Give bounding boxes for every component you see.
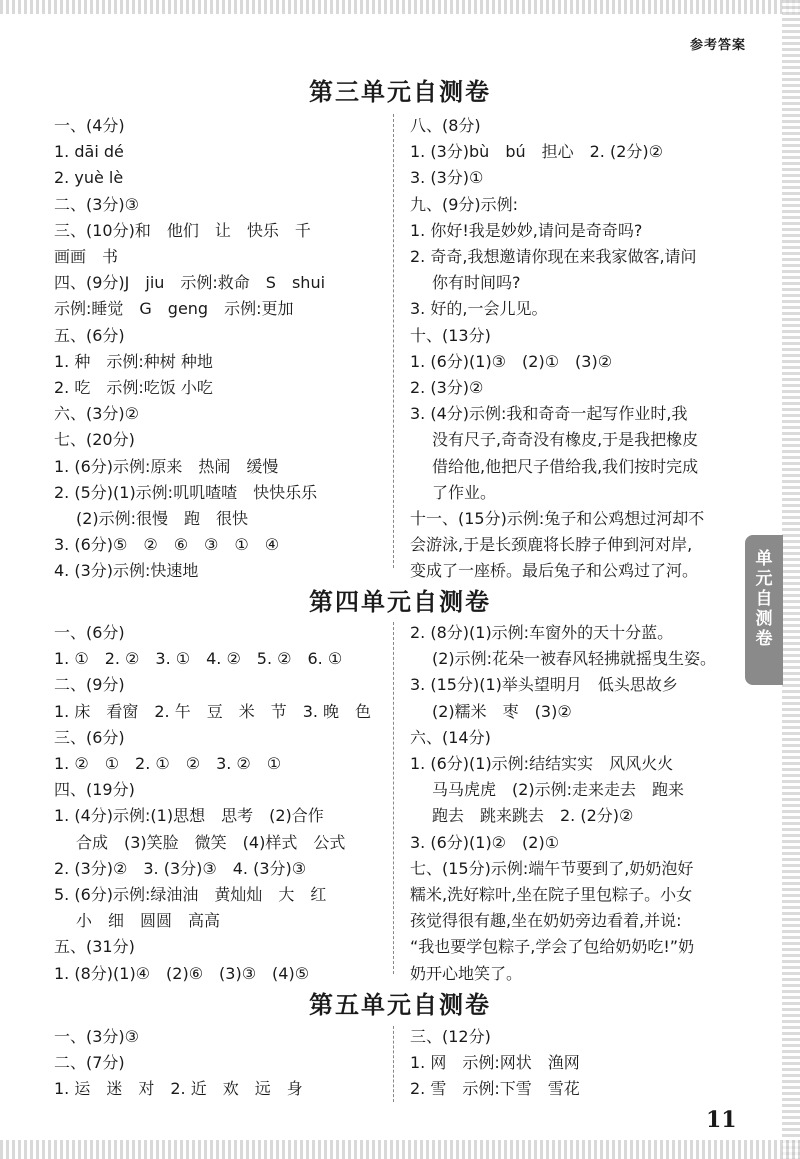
answer-line: (2)示例:花朵一被春风轻拂就摇曳生姿。 [432,649,717,669]
answer-line: 六、(3分)② [54,404,140,424]
answer-line: 3. 好的,一会儿见。 [410,299,548,319]
answer-line: 糯米,洗好粽叶,坐在院子里包粽子。小女 [410,885,693,905]
answer-line: (2)糯米 枣 (3)② [432,701,572,721]
answer-line: 一、(6分) [54,623,125,642]
section-title-unit-4: 第四单元自测卷 [309,588,491,616]
answer-line: 2. (8分)(1)示例:车窗外的天十分蓝。 [410,623,674,642]
section-4-right-column [410,620,745,987]
section-title-unit-3: 第三单元自测卷 [309,78,491,106]
answer-line: 你有时间吗? [432,273,521,293]
answer-line: 借给他,他把尺子借给我,我们按时完成 [432,456,699,476]
answer-line: 会游泳,于是长颈鹿将长脖子伸到河对岸, [410,535,693,555]
answer-line: 九、(9分)示例: [410,194,519,214]
answer-line: 三、(12分) [410,1027,491,1046]
answer-line: 四、(19分) [54,780,135,800]
answer-line: “我也要学包粽子,学会了包给奶奶吃!”奶 [410,937,695,957]
answer-line: 七、(20分) [54,430,135,450]
answer-line: 七、(15分)示例:端午节要到了,奶奶泡好 [410,858,694,878]
answer-line: 3. (6分)⑤ ② ⑥ ③ ① ④ [54,535,280,555]
section-3-left-column [54,113,384,585]
answer-line: 1. (6分)(1)③ (2)① (3)② [410,351,613,371]
section-4-left-column [54,620,384,987]
answer-line: 没有尺子,奇奇没有橡皮,于是我把橡皮 [432,430,699,450]
answer-line: 二、(3分)③ [54,194,140,214]
answer-line: 3. (6分)(1)② (2)① [410,832,560,852]
bottom-border [0,1140,800,1159]
answer-line: 1. (6分)示例:原来 热闹 缓慢 [54,456,279,476]
answer-line: 小 细 圆圆 高高 [76,911,221,931]
page-header: 参考答案 [690,38,747,53]
answer-line: 1. 运 迷 对 2. 近 欢 远 身 [54,1079,303,1099]
answer-line: 1. 网 示例:网状 渔网 [410,1053,580,1073]
section-title-unit-5: 第五单元自测卷 [309,991,491,1019]
answer-line: 1. (8分)(1)④ (2)⑥ (3)③ (4)⑤ [54,963,310,983]
answer-line: 五、(6分) [54,325,125,345]
answer-line: 二、(9分) [54,675,125,695]
answer-line: 合成 (3)笑脸 微笑 (4)样式 公式 [76,832,346,852]
answer-line: 十、(13分) [410,325,491,345]
answer-line: (2)示例:很慢 跑 很快 [76,509,249,529]
column-divider [393,622,394,974]
answer-line: 了作业。 [432,482,497,502]
answer-line: 3. (15分)(1)举头望明月 低头思故乡 [410,675,678,695]
answer-line: 2. (5分)(1)示例:叽叽喳喳 快快乐乐 [54,482,318,502]
column-divider [393,114,394,568]
answer-line: 一、(4分) [54,116,125,135]
page-number: 11 [706,1107,737,1133]
answer-line: 跑去 跳来跳去 2. (2分)② [432,806,634,826]
answer-line: 2. yuè lè [54,168,124,188]
answer-line: 八、(8分) [410,116,481,135]
answer-line: 2. (3分)② [410,378,484,398]
answer-line: 3. (4分)示例:我和奇奇一起写作业时,我 [410,404,688,424]
answer-line: 一、(3分)③ [54,1027,140,1046]
answer-line: 十一、(15分)示例:兔子和公鸡想过河却不 [410,509,705,529]
answer-line: 1. (6分)(1)示例:结结实实 风风火火 [410,754,674,774]
answer-line: 1. 你好!我是妙妙,请问是奇奇吗? [410,220,643,240]
answer-line: 2. (3分)② 3. (3分)③ 4. (3分)③ [54,858,307,878]
answer-line: 画画 书 [54,247,119,267]
answer-line: 1. (3分)bù bú 担心 2. (2分)② [410,142,663,162]
answer-line: 示例:睡觉 G geng 示例:更加 [54,299,294,319]
column-divider [393,1026,394,1102]
answer-line: 奶开心地笑了。 [410,963,523,983]
answer-line: 2. 奇奇,我想邀请你现在来我家做客,请问 [410,247,697,267]
answer-line: 5. (6分)示例:绿油油 黄灿灿 大 红 [54,885,327,905]
section-5-left-column [54,1024,384,1103]
answer-line: 马马虎虎 (2)示例:走来走去 跑来 [432,780,685,800]
answer-line: 三、(6分) [54,727,125,747]
answer-line: 四、(9分)J jiu 示例:救命 S shui [54,273,326,293]
answer-line: 二、(7分) [54,1053,125,1073]
answer-line: 孩觉得很有趣,坐在奶奶旁边看着,并说: [410,911,682,931]
answer-line: 4. (3分)示例:快速地 [54,561,199,581]
section-3-right-column [410,113,745,585]
top-border [0,0,800,14]
answer-line: 1. 种 示例:种树 种地 [54,351,213,371]
answer-line: 六、(14分) [410,727,491,747]
answer-line: 2. 吃 示例:吃饭 小吃 [54,378,213,398]
answer-line: 1. ① 2. ② 3. ① 4. ② 5. ② 6. ① [54,649,343,669]
answer-line: 2. 雪 示例:下雪 雪花 [410,1079,580,1099]
answer-line: 五、(31分) [54,937,135,957]
answer-line: 1. ② ① 2. ① ② 3. ② ① [54,754,282,774]
answer-line: 变成了一座桥。最后兔子和公鸡过了河。 [410,561,699,581]
side-tab-label: 单元自测卷 [755,549,773,649]
answer-line: 1. (4分)示例:(1)思想 思考 (2)合作 [54,806,324,826]
answer-line: 1. 床 看窗 2. 午 豆 米 节 3. 晚 色 [54,701,372,721]
answer-line: 三、(10分)和 他们 让 快乐 千 [54,220,311,240]
answer-line: 1. dāi dé [54,142,124,162]
answer-line: 3. (3分)① [410,168,484,188]
section-5-right-column [410,1024,745,1103]
